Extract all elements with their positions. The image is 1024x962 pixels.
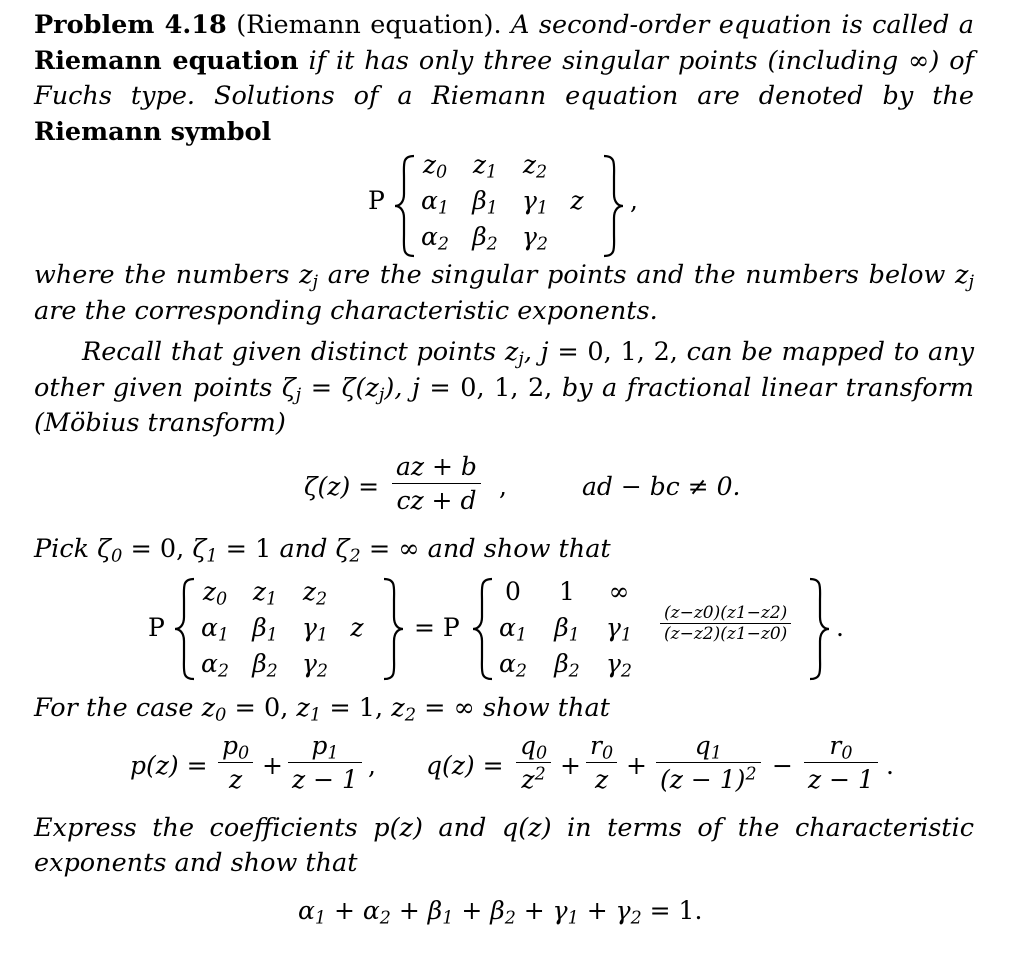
lhs-g1: $\gamma_1$ xyxy=(301,613,329,646)
rhs-a1: $\alpha_1$ xyxy=(498,613,528,646)
lhs-P: P xyxy=(148,613,165,642)
intro-text-2: if it has only three singular points (including ∞) of Fuchs type. Solutions of a Riemann equation are denoted by the xyxy=(34,45,974,111)
cell-z0: $z_0$ xyxy=(422,150,448,183)
problem-intro xyxy=(34,8,974,150)
cell-g1: $\gamma_1$ xyxy=(521,186,549,219)
mobius-condition: ad − bc ≠ 0. xyxy=(582,471,741,501)
lhs-z0: $z_0$ xyxy=(202,577,228,610)
symbol-comma: , xyxy=(630,186,638,215)
q0-over-z-sq: $q_0$ $z^2$ xyxy=(516,731,551,794)
lhs-right-brace-icon xyxy=(380,577,406,681)
cell-z1: $z_1$ xyxy=(472,150,498,183)
cell-b1: $\beta_1$ xyxy=(472,186,498,219)
riemann-symbol-display xyxy=(34,150,974,258)
intro-text-1: A second-order equation is called a xyxy=(511,10,975,40)
q-lhs: q(z) = xyxy=(426,750,504,780)
mobius-fraction: az + b cz + d xyxy=(392,452,481,515)
r0-over-z: $r_0$ z xyxy=(586,731,617,794)
case-line: For the case $z_0 = 0$, $z_1 = 1$, $z_2$ = ∞ show that xyxy=(34,693,610,726)
p-lhs: p(z) = xyxy=(130,750,208,780)
sum-identity-display xyxy=(34,882,974,942)
right-brace-icon xyxy=(600,154,626,258)
cell-z: z xyxy=(570,186,584,215)
symbol-explanation: where the numbers $z_j$ are the singular points and the numbers below $z_j$ are the corresponding characteristic exponents. xyxy=(34,260,975,326)
problem-label: Problem 4.18 xyxy=(34,10,227,40)
term-riemann-symbol: Riemann symbol xyxy=(34,116,272,147)
mobius-display: ζ(z) = az + b cz + d , ad − bc ≠ 0. xyxy=(304,451,741,515)
cell-z2: $z_2$ xyxy=(522,150,548,183)
lhs-b1: $\beta_1$ xyxy=(252,613,278,646)
p0-over-z: $p_0$ z xyxy=(218,731,253,794)
rhs-g2: $\gamma_2$ xyxy=(605,649,633,682)
equals-P: = P xyxy=(414,613,460,642)
cell-a1: $\alpha_1$ xyxy=(420,186,450,219)
rhs-g1: $\gamma_1$ xyxy=(605,613,633,646)
rhs-one: 1 xyxy=(559,577,575,606)
symbol-P: P xyxy=(368,186,385,215)
riemann-equality-display xyxy=(34,567,974,689)
pick-line: Pick $\zeta_0 = 0$, $\zeta_1 = 1$ and $\zeta_2$ = ∞ and show that xyxy=(34,533,611,566)
rhs-a2: $\alpha_2$ xyxy=(498,649,528,682)
q1-over-z-minus-1-sq: $q_1$ $(z - 1)^2$ xyxy=(656,731,761,794)
lhs-b2: $\beta_2$ xyxy=(252,649,278,682)
p1-over-z-minus-1: $p_1$ z − 1 xyxy=(288,731,362,794)
rhs-right-brace-icon xyxy=(806,577,832,681)
lhs-z: z xyxy=(350,613,364,642)
lhs-z1: $z_1$ xyxy=(252,577,278,610)
sum-identity: $\alpha_1 + \alpha_2 + \beta_1 + \beta_2 + \gamma_1 + \gamma_2 = 1$. xyxy=(298,895,703,928)
rhs-b1: $\beta_1$ xyxy=(554,613,580,646)
rhs-zero: 0 xyxy=(505,577,521,606)
pq-display: p(z) = $p_0$ z + $p_1$ z − 1 , q(z) = $q_0$ $z^2$ + $r_0$ z + $q_1$ $(z - 1)^2$ − $r_0$ z − 1 . xyxy=(130,730,894,794)
express-paragraph: Express the coefficients p(z) and q(z) in terms of the characteristic exponents and show that xyxy=(34,812,974,878)
cell-g2: $\gamma_2$ xyxy=(521,222,549,255)
lhs-a1: $\alpha_1$ xyxy=(200,613,230,646)
cross-ratio-fraction: (z−z0)(z1−z2) (z−z2)(z1−z0) xyxy=(660,603,791,644)
term-riemann-equation: Riemann equation xyxy=(34,45,299,76)
lhs-g2: $\gamma_2$ xyxy=(301,649,329,682)
cell-b2: $\beta_2$ xyxy=(472,222,498,255)
cell-a2: $\alpha_2$ xyxy=(420,222,450,255)
problem-page xyxy=(34,8,974,942)
rhs-inf: ∞ xyxy=(608,577,630,606)
mobius-lhs: ζ(z) = xyxy=(304,471,380,501)
lhs-a2: $\alpha_2$ xyxy=(200,649,230,682)
r0-over-z-minus-1: $r_0$ z − 1 xyxy=(804,731,878,794)
rhs-period: . xyxy=(836,613,844,642)
lhs-z2: $z_2$ xyxy=(302,577,328,610)
problem-title: (Riemann equation). xyxy=(236,10,502,40)
recall-paragraph: Recall that given distinct points $z_j$, j = 0, 1, 2, can be mapped to any other given points $\zeta_j = \zeta(z_j)$, j = 0, 1, 2, by a fractional linear transform (Möbius transform) xyxy=(34,337,975,438)
rhs-b2: $\beta_2$ xyxy=(554,649,580,682)
